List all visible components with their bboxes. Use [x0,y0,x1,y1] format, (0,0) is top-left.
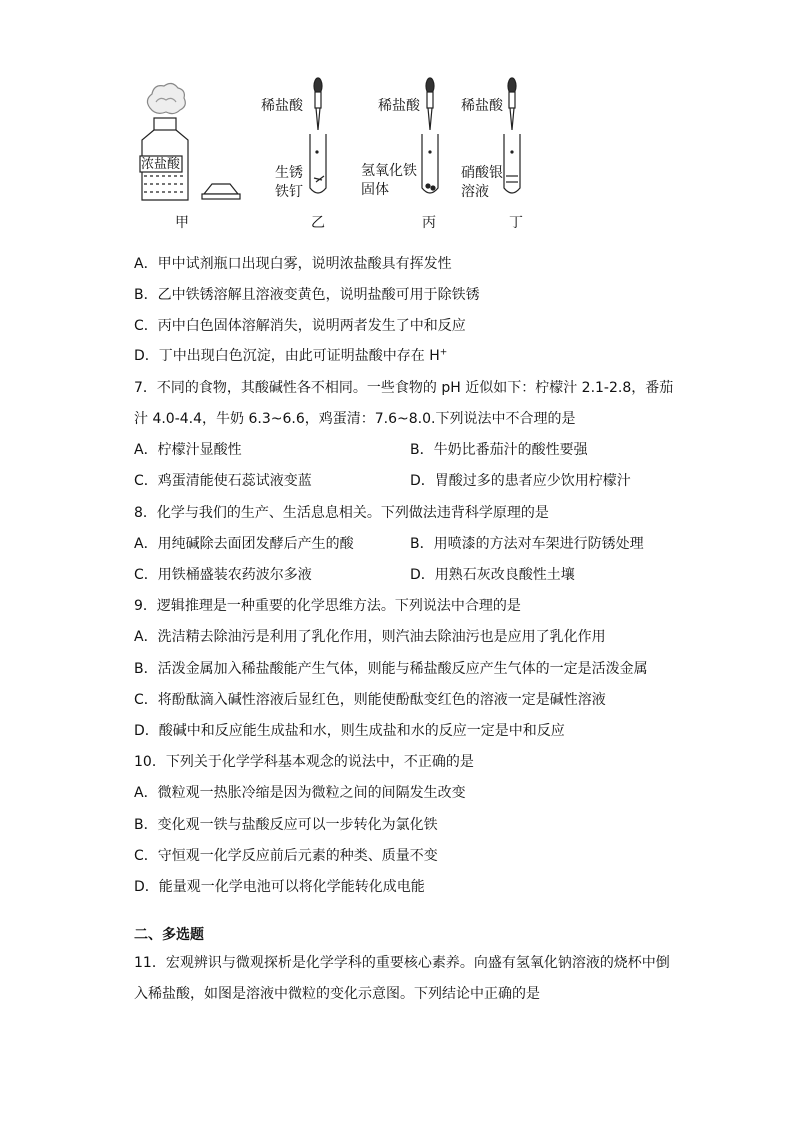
q8-option-d: D．用熟石灰改良酸性土壤 [410,567,575,583]
q6-option-a: A．甲中试剂瓶口出现白雾，说明浓盐酸具有挥发性 [134,256,452,272]
q9-option-b: B．活泼金属加入稀盐酸能产生气体，则能与稀盐酸反应产生气体的一定是活泼金属 [134,661,648,677]
q10-option-d: D．能量观一化学电池可以将化学能转化成电能 [134,879,425,895]
caption-bing: 丙 [422,215,436,231]
q10-option-b: B．变化观一铁与盐酸反应可以一步转化为氯化铁 [134,817,438,833]
q6-option-d-text: D．丁中出现白色沉淀，由此可证明盐酸中存在 H [134,348,440,364]
q6-option-c: C．丙中白色固体溶解消失，说明两者发生了中和反应 [134,318,466,334]
q9-stem: 9．逻辑推理是一种重要的化学思维方法。下列说法中合理的是 [134,598,521,614]
q7-stem-line2: 汁 4.0-4.4，牛奶 6.3~6.6，鸡蛋清：7.6~8.0.下列说法中不合理的是 [134,411,576,427]
experiment-figure [128,72,548,240]
bottle-label: 浓盐酸 [141,157,181,172]
ding-content-2: 溶液 [461,184,489,200]
section-heading-multiple-choice: 二、多选题 [134,927,204,943]
caption-ding: 丁 [509,215,523,231]
q8-option-c: C．用铁桶盛装农药波尔多液 [134,567,312,583]
q9-option-a: A．洗洁精去除油污是利用了乳化作用，则汽油去除油污也是应用了乳化作用 [134,629,606,645]
dropper-label-bing: 稀盐酸 [378,98,420,114]
q9-option-d: D．酸碱中和反应能生成盐和水，则生成盐和水的反应一定是中和反应 [134,723,565,739]
yi-content-2: 铁钉 [275,184,303,200]
q6-option-d [134,346,447,366]
q8-stem: 8．化学与我们的生产、生活息息相关。下列做法违背科学原理的是 [134,505,549,521]
yi-content-1: 生锈 [275,165,303,181]
q7-option-b: B．牛奶比番茄汁的酸性要强 [410,442,588,458]
caption-yi: 乙 [311,215,325,231]
dropper-label-yi: 稀盐酸 [261,98,303,114]
q7-option-a: A．柠檬汁显酸性 [134,442,242,458]
caption-jia: 甲 [175,215,189,231]
q8-option-b: B．用喷漆的方法对车架进行防锈处理 [410,536,644,552]
bing-content-1: 氢氧化铁 [361,163,417,179]
q9-option-c: C．将酚酞滴入碱性溶液后显红色，则能使酚酞变红色的溶液一定是碱性溶液 [134,692,606,708]
tube-yi [310,78,326,193]
q6-option-d-sup: + [439,347,448,358]
q11-stem-line2: 入稀盐酸，如图是溶液中微粒的变化示意图。下列结论中正确的是 [134,986,540,1002]
q10-option-c: C．守恒观一化学反应前后元素的种类、质量不变 [134,848,438,864]
tube-bing [422,78,438,193]
bing-content-2: 固体 [361,182,389,198]
q7-option-c: C．鸡蛋清能使石蕊试液变蓝 [134,473,312,489]
q7-stem-line1: 7．不同的食物，其酸碱性各不相同。一些食物的 pH 近似如下：柠檬汁 2.1-2.8，番茄 [134,380,674,396]
ding-content-1: 硝酸银 [461,165,503,181]
tube-ding [504,78,520,193]
dropper-label-ding: 稀盐酸 [461,98,503,114]
q7-option-d: D．胃酸过多的患者应少饮用柠檬汁 [410,473,631,489]
q6-option-b: B．乙中铁锈溶解且溶液变黄色，说明盐酸可用于除铁锈 [134,287,480,303]
q8-option-a: A．用纯碱除去面团发酵后产生的酸 [134,536,354,552]
q11-stem-line1: 11．宏观辨识与微观探析是化学学科的重要核心素养。向盛有氢氧化钠溶液的烧杯中倒 [134,955,670,971]
q10-option-a: A．微粒观一热胀冷缩是因为微粒之间的间隔发生改变 [134,785,466,801]
q10-stem: 10．下列关于化学学科基本观念的说法中，不正确的是 [134,754,474,770]
bottle-jia [140,83,240,200]
